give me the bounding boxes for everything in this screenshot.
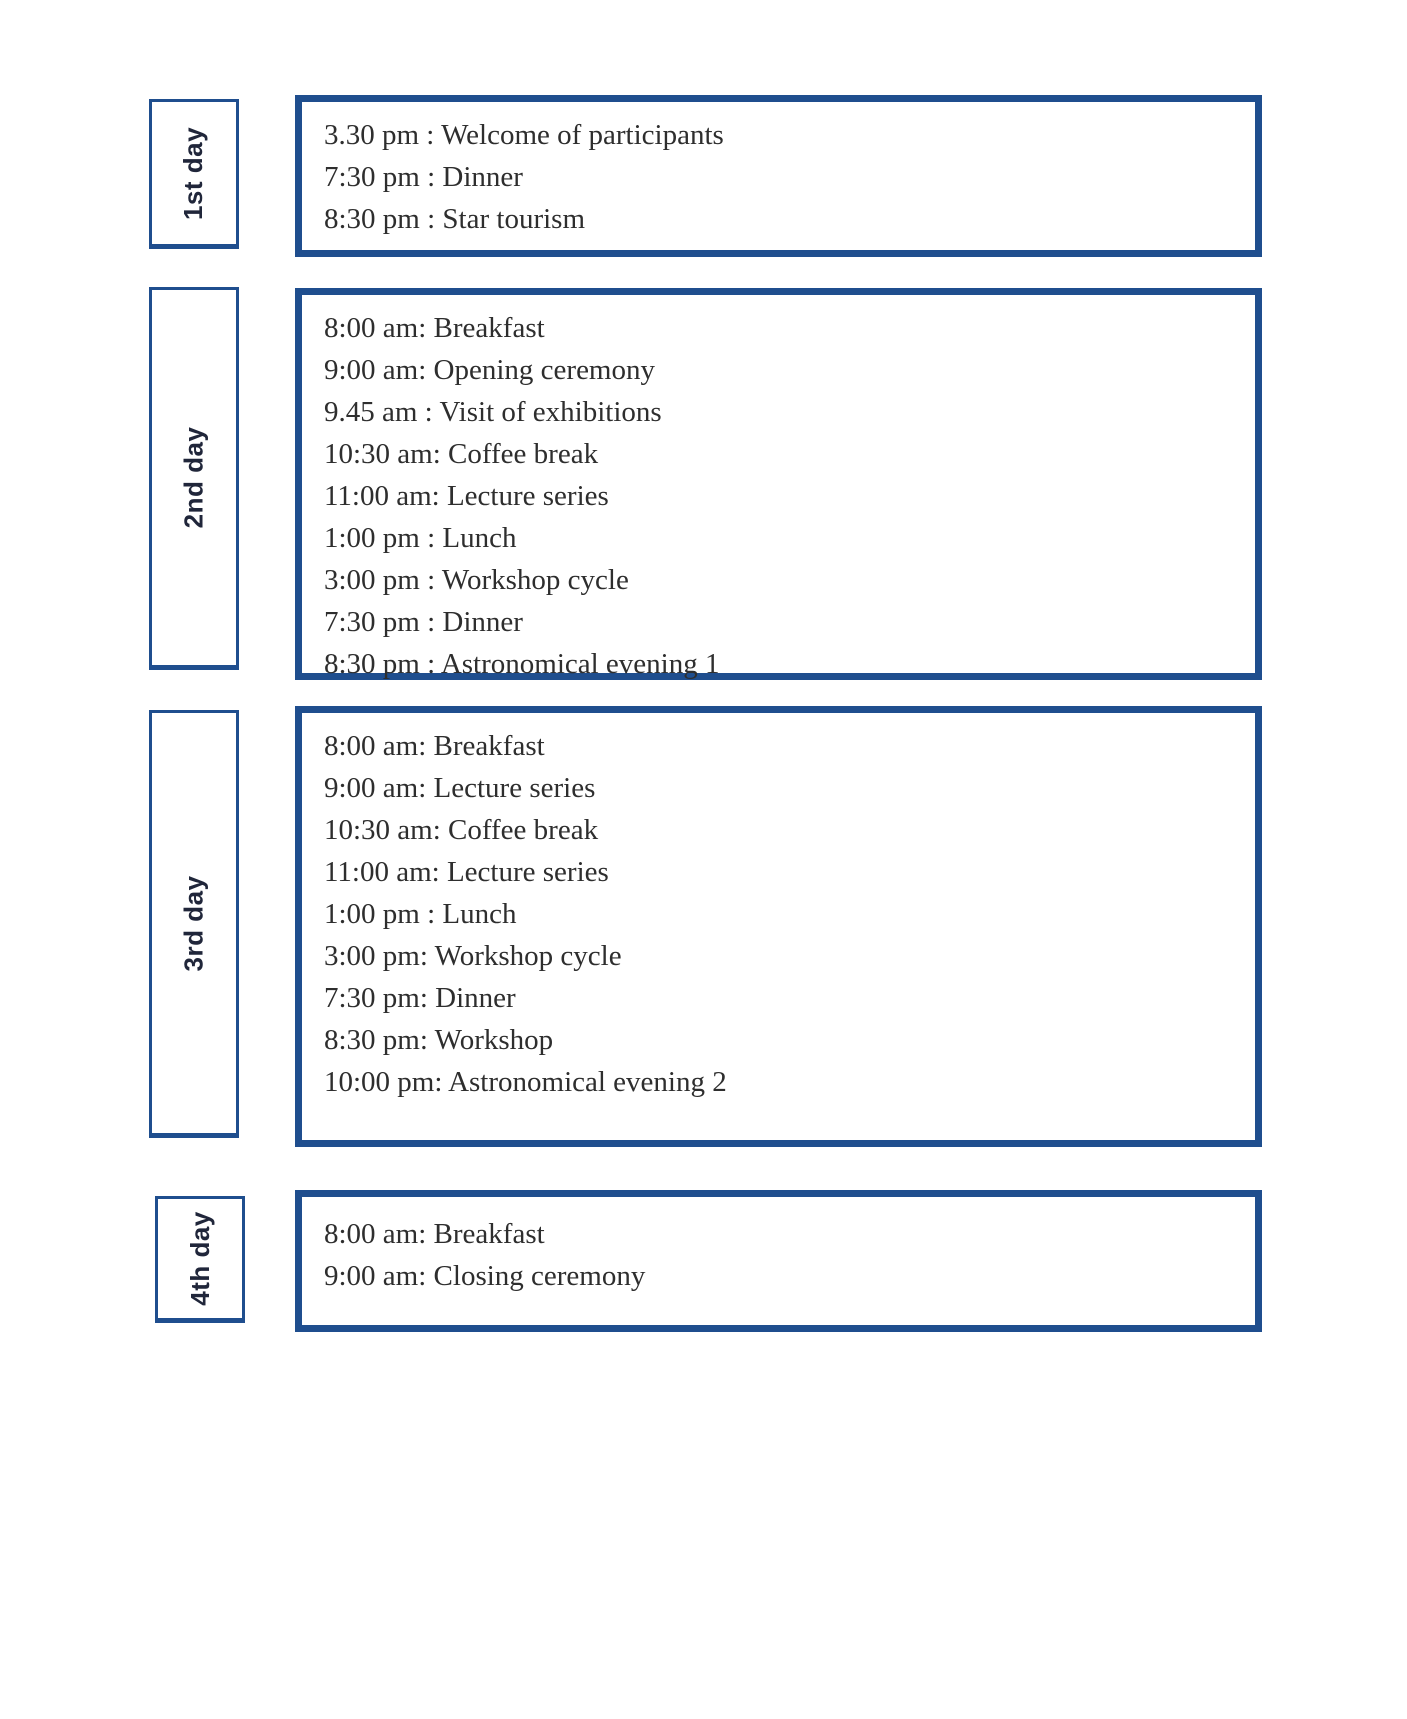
schedule-item: 8:30 pm : Astronomical evening 1 xyxy=(324,648,720,680)
schedule-item: 7:30 pm: Dinner xyxy=(324,982,516,1014)
schedule-item: 8:30 pm : Star tourism xyxy=(324,203,585,235)
schedule-item: 7:30 pm : Dinner xyxy=(324,161,523,193)
schedule-item: 9.45 am : Visit of exhibitions xyxy=(324,396,662,428)
schedule-item: 8:00 am: Breakfast xyxy=(324,1218,545,1250)
schedule-item: 9:00 am: Lecture series xyxy=(324,772,596,804)
schedule-item: 1:00 pm : Lunch xyxy=(324,898,517,930)
day-label-3: 3rd day xyxy=(178,875,209,971)
schedule-item: 11:00 am: Lecture series xyxy=(324,856,609,888)
day-2-events xyxy=(324,307,1235,685)
schedule-item: 3.30 pm : Welcome of participants xyxy=(324,119,724,151)
day-label-box-4 xyxy=(155,1196,245,1323)
schedule-item: 9:00 am: Opening ceremony xyxy=(324,354,655,386)
schedule-item: 7:30 pm : Dinner xyxy=(324,606,523,638)
schedule-item: 3:00 pm : Workshop cycle xyxy=(324,564,629,596)
schedule-item: 8:30 pm: Workshop xyxy=(324,1024,554,1056)
day-label-4: 4th day xyxy=(184,1211,215,1306)
schedule-item: 10:00 pm: Astronomical evening 2 xyxy=(324,1066,727,1098)
schedule-item: 3:00 pm: Workshop cycle xyxy=(324,940,622,972)
day-schedule-box-1 xyxy=(295,95,1262,257)
schedule-item: 8:00 am: Breakfast xyxy=(324,730,545,762)
day-1-events xyxy=(324,114,1235,240)
day-label-1: 1st day xyxy=(178,126,209,220)
day-schedule-box-3 xyxy=(295,706,1262,1147)
schedule-item: 9:00 am: Closing ceremony xyxy=(324,1260,646,1292)
schedule-item: 11:00 am: Lecture series xyxy=(324,480,609,512)
day-schedule-box-4 xyxy=(295,1190,1262,1332)
day-label-2: 2nd day xyxy=(178,426,209,529)
day-label-box-1 xyxy=(149,99,239,249)
schedule-item: 8:00 am: Breakfast xyxy=(324,312,545,344)
schedule-item: 1:00 pm : Lunch xyxy=(324,522,517,554)
day-3-events xyxy=(324,725,1235,1103)
day-4-events xyxy=(324,1213,1235,1297)
schedule-item: 10:30 am: Coffee break xyxy=(324,814,599,846)
day-schedule-box-2 xyxy=(295,288,1262,680)
day-label-box-2 xyxy=(149,287,239,670)
schedule-item: 10:30 am: Coffee break xyxy=(324,438,599,470)
day-label-box-3 xyxy=(149,710,239,1138)
